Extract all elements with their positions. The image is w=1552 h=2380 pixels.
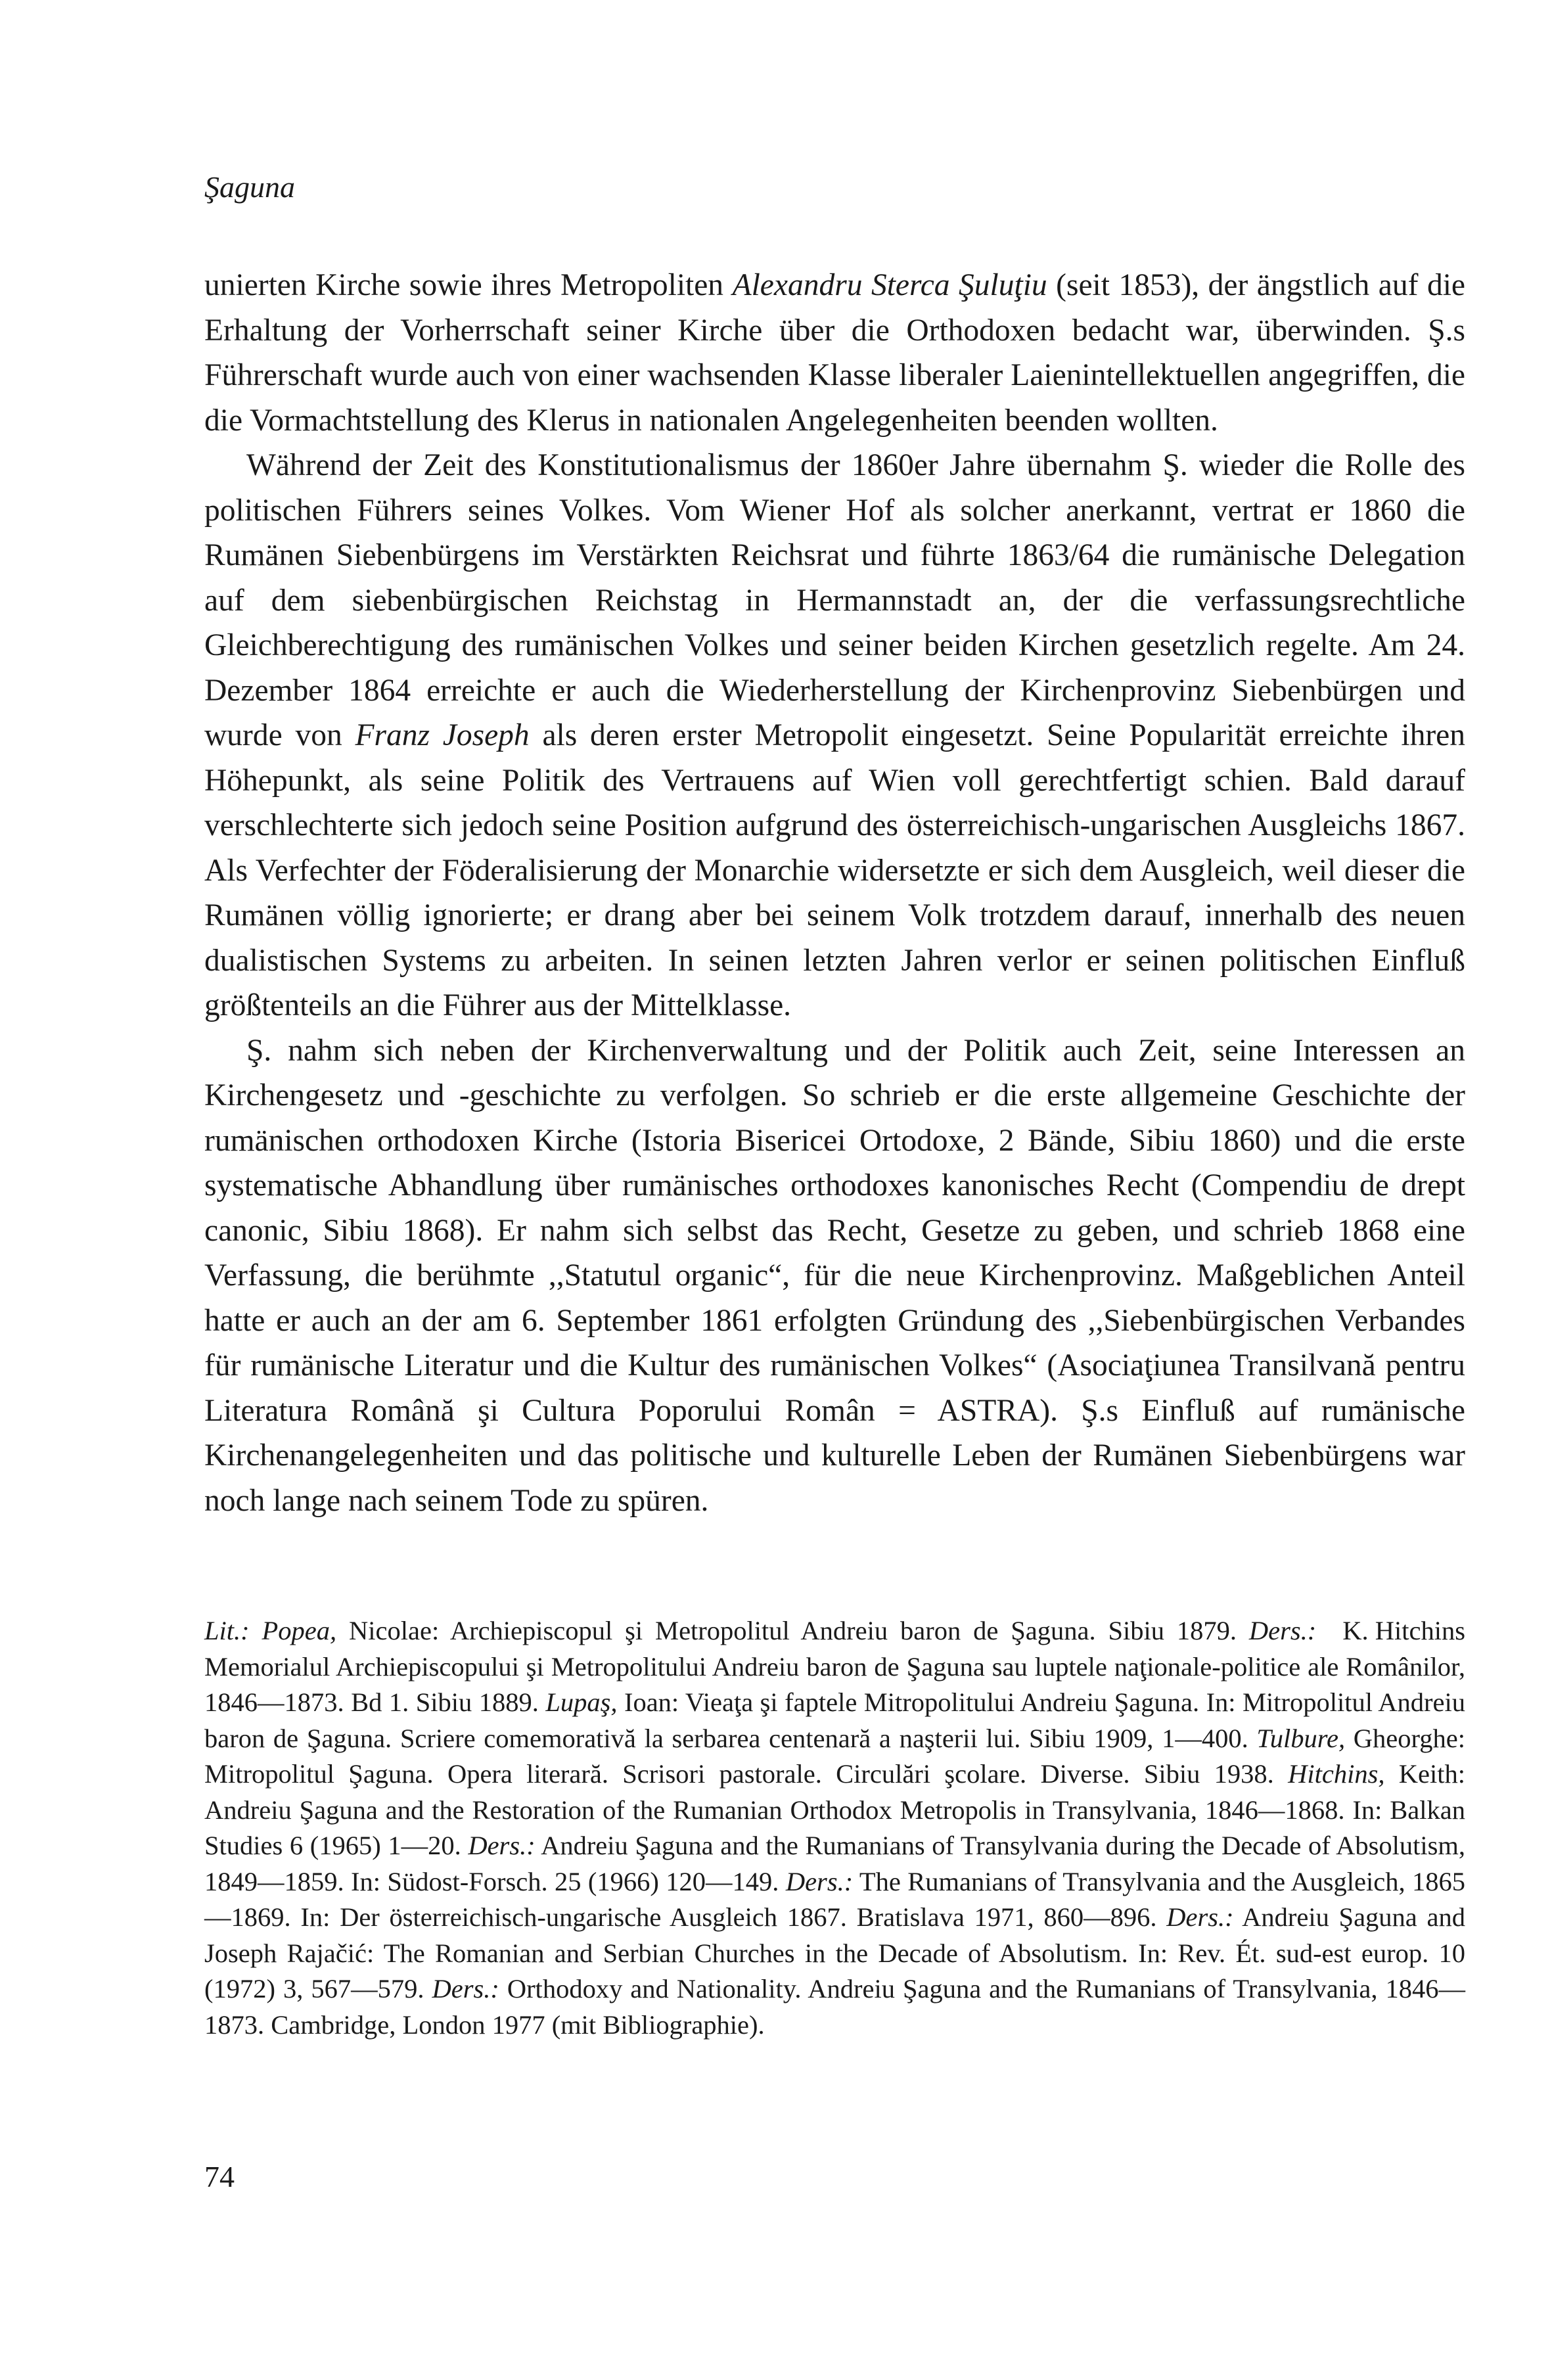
text-run: Andreiu Şaguna and Joseph Rajačić: The Romanian and Serbian Churches in the Decade of Absolutism. In: Rev. Ét. sud-est europ. 10 (1972) 3, 567—579. [204,1902,1465,2003]
italic-text-run: Hitchins, [1288,1759,1385,1789]
italic-text-run: Tulbure, [1256,1723,1346,1753]
italic-text-run: Ders.: [1166,1902,1234,1932]
italic-text-run: Lit.: [204,1616,250,1645]
body-paragraph [204,263,1465,443]
body-paragraph [204,443,1465,1028]
text-run: als deren erster Metropolit eingesetzt. Seine Popularität erreichte ihren Höhepunkt, als seine Politik des Vertrauens auf Wien voll gerechtfertigt schien. Bald darauf verschlechterte sich jedoch seine Position aufgrund des österreichisch-ungarischen Ausgleichs 1867. Als Verfechter der Föderalisierung der Monarchie widersetzte er sich dem Ausgleich, weil dieser die Rumänen völlig ignorierte; er drang aber bei seinem Volk trotzdem darauf, innerhalb des neuen dualistischen Systems zu arbeiten. In seinen letzten Jahren verlor er seinen politischen Einfluß größtenteils an die Führer aus der Mittelklasse. [204,718,1465,1022]
italic-text-run: Franz Joseph [355,718,530,752]
body-paragraph [204,1028,1465,1524]
text-run: Gheorghe: Mitropolitul Şaguna. Opera literară. Scrisori pastorale. Circulări şcolare. Diverse. Sibiu 1938. [204,1723,1465,1789]
text-run: unierten Kirche sowie ihres Metropoliten [204,268,733,302]
italic-text-run: Ders.: [1248,1616,1317,1645]
text-run [250,1616,262,1645]
italic-text-run: Lupaş, [545,1687,618,1717]
text-run: The Rumanians of Transylvania and the Ausgleich, 1865—1869. In: Der österreichisch-ungarische Ausgleich 1867. Bratislava 1971, 860—896. [204,1866,1465,1932]
text-run: Keith: Andreiu Şaguna and the Restoration of the Rumanian Orthodox Metropolis in Transylvania, 1846—1868. In: Balkan Studies 6 (1965) 1—20. [204,1759,1465,1860]
italic-text-run: Ders.: [432,1974,499,2003]
text-run: Nicolae: Archiepiscopul şi Metropolitul Andreiu baron de Şaguna. Sibiu 1879. [336,1616,1249,1645]
text-run: Andreiu Şaguna and the Rumanians of Transylvania during the Decade of Absolutism, 1849—1859. In: Südost-Forsch. 25 (1966) 120—149. [204,1831,1465,1896]
running-head: Şaguna [204,170,295,204]
text-run: Orthodoxy and Nationality. Andreiu Şaguna and the Rumanians of Transylvania, 1846—1873. Cambridge, London 1977 (mit Bibliographie). [204,1974,1465,2040]
literature-list [204,1613,1465,2043]
italic-text-run: Ders.: [785,1866,854,1896]
italic-text-run: Ders.: [468,1831,536,1860]
text-run: (seit 1853), der ängstlich auf die Erhaltung der Vorherrschaft seiner Kirche über die Orthodoxen bedacht war, überwinden. Ş.s Führerschaft wurde auch von einer wachsenden Klasse liberaler Laienintellektuellen angegriffen, die die Vormachtstellung des Klerus in nationalen Angelegenheiten beenden wollten. [204,268,1465,438]
text-run: Memorialul Archiepiscopului şi Metropolitului Andreiu baron de Şaguna sau luptele naţionale-politice ale Românilor, 1846—1873. Bd 1. Sibiu 1889. [204,1651,1465,1717]
text-run: Ş. nahm sich neben der Kirchenverwaltung und der Politik auch Zeit, seine Interessen an Kirchengesetz und -geschichte zu verfolgen. So schrieb er die erste allgemeine Geschichte der rumänischen orthodoxen Kirche (Istoria Bisericei Ortodoxe, 2 Bände, Sibiu 1860) und die erste systematische Abhandlung über rumänisches orthodoxes kanonisches Recht (Compendiu de drept canonic, Sibiu 1868). Er nahm sich selbst das Recht, Gesetze zu geben, und schrieb 1868 eine Verfassung, die berühmte ,,Statutul organic“, für die neue Kirchenprovinz. Maßgeblichen Anteil hatte er auch an der am 6. September 1861 erfolgten Gründung des ,,Siebenbürgischen Verbandes für rumänische Literatur und die Kultur des rumänischen Volkes“ (Asociaţiunea Transilvană pentru Literatura Română şi Cultura Poporului Român = ASTRA). Ş.s Einfluß auf rumänische Kirchenangelegenheiten und das politische und kulturelle Leben der Rumänen Siebenbürgens war noch lange nach seinem Tode zu spüren. [204,1033,1465,1518]
literature-section [204,1613,1465,2043]
page-number: 74 [204,2160,235,2193]
text-run: Ioan: Vieaţa şi faptele Mitropolitului Andreiu Şaguna. In: Mitropolitul Andreiu baron de Şaguna. Scriere comemorativă la serbarea centenară a naşterii lui. Sibiu 1909, 1—400. [204,1687,1465,1753]
article-body [204,263,1465,1523]
italic-text-run: Popea, [262,1616,337,1645]
italic-text-run: Alexandru Sterca Şuluţiu [732,268,1047,302]
text-run: Während der Zeit des Konstitutionalismus der 1860er Jahre übernahm Ş. wieder die Rolle des politischen Führers seines Volkes. Vom Wiener Hof als solcher anerkannt, vertrat er 1860 die Rumänen Siebenbürgens im Verstärkten Reichsrat und führte 1863/64 die rumänische Delegation auf dem siebenbürgischen Reichstag in Hermannstadt an, der die verfassungsrechtliche Gleichberechtigung des rumänischen Volkes und seiner beiden Kirchen gesetzlich regelte. Am 24. Dezember 1864 erreichte er auch die Wiederherstellung der Kirchenprovinz Siebenbürgen und wurde von [204,448,1465,752]
author-signature: K. Hitchins [1342,1616,1465,1645]
